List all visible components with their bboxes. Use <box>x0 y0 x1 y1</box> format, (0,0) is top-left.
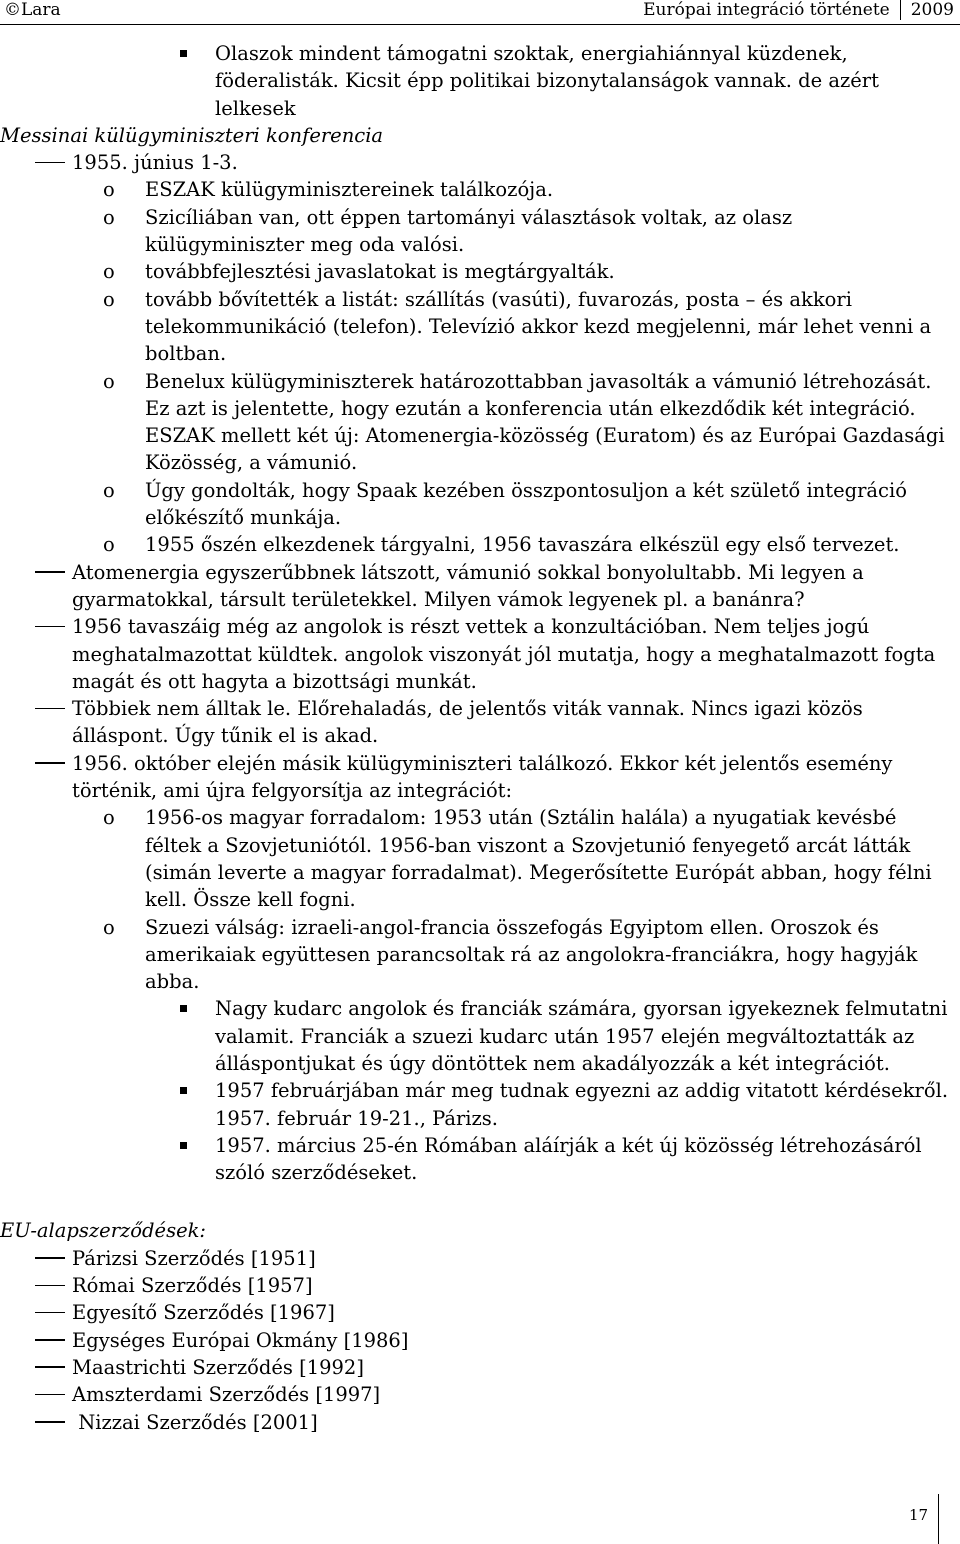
dash-text: 1956 tavaszáig még az angolok is részt vettek a konzultációban. Nem teljes jogú meghatalmazottat küldtek. angolok viszonyát jól mutatja, hogy a meghatalmazott fogta magát és ott hagyta a bizottsági munkát. <box>72 615 936 693</box>
list-item <box>0 176 956 203</box>
list-item <box>0 258 956 285</box>
list-item <box>0 531 956 558</box>
treaty-item <box>0 1381 956 1408</box>
event-text: Szuezi válság: izraeli-angol-francia összefogás Egyiptom ellen. Oroszok és amerikaiak együttesen parancsoltak rá az angolokra-franciákra, hogy hagyják abba. <box>145 915 918 994</box>
header-title-block <box>643 0 954 20</box>
dash-bullet-icon <box>35 1299 65 1326</box>
list-item <box>0 1077 956 1132</box>
treaty-item <box>0 1245 956 1272</box>
treaty-item <box>0 1354 956 1381</box>
treaty-text: Nizzai Szerződés [2001] <box>72 1410 318 1434</box>
event-text: 1956-os magyar forradalom: 1953 után (Sztálin halála) a nyugatiak kevésbé féltek a Szovjetuniótól. 1956-ban viszont a Szovjetunió fenyegető arcát látták (simán leverte a magyar forradalmat). Megerősítette Európát abban, hogy félni kell. Össze kell fogni. <box>145 806 932 912</box>
footer-divider <box>938 1494 939 1544</box>
treaty-item <box>0 1299 956 1326</box>
list-item <box>0 40 956 122</box>
circle-bullet-icon: o <box>103 178 115 202</box>
page-number: 17 <box>909 1506 929 1524</box>
dash-bullet-icon <box>35 1245 65 1272</box>
dash-text: Atomenergia egyszerűbbnek látszott, vámunió sokkal bonyolultabb. Mi legyen a gyarmatokkal, társult területekkel. Milyen vámok legyenek pl. a banánra? <box>72 560 864 611</box>
dash-bullet-icon <box>35 1354 65 1381</box>
list-item <box>0 286 956 368</box>
section-heading-treaties: EU-alapszerződések: <box>0 1219 206 1243</box>
point-text: Benelux külügyminiszterek határozottabban javasolták a vámunió létrehozását. Ez azt is jelentette, hogy ezután a konferencia után elkezdődik két integráció. ESZAK mellett két új: Atomenergia-közösség (Euratom) és az Európai Gazdasági Közösség, a vámunió. <box>145 369 945 475</box>
point-text: tovább bővítették a listát: szállítás (vasúti), fuvarozás, posta – és akkori telekommunikáció (telefon). Televízió akkor kezd megjelenni, már lehet venni a boltban. <box>145 287 932 366</box>
list-item <box>0 204 956 259</box>
circle-bullet-icon: o <box>103 478 115 502</box>
treaty-text: Maastrichti Szerződés [1992] <box>72 1355 364 1379</box>
square-bullet-icon <box>180 1132 187 1159</box>
list-item <box>0 695 956 750</box>
circle-bullet-icon: o <box>103 205 115 229</box>
circle-bullet-icon: o <box>103 287 115 311</box>
treaty-item <box>0 1327 956 1354</box>
dash-bullet-icon <box>35 1327 65 1354</box>
point-text: 1955 őszén elkezdenek tárgyalni, 1956 tavaszára elkészül egy első tervezet. <box>145 533 900 557</box>
treaty-item <box>0 1272 956 1299</box>
circle-bullet-icon: o <box>103 806 115 830</box>
list-item <box>0 477 956 532</box>
list-item <box>0 914 956 996</box>
dash-bullet-icon <box>35 613 65 640</box>
copyright-author: ©Lara <box>4 0 61 20</box>
list-item <box>0 750 956 805</box>
date-text: 1955. június 1-3. <box>72 151 238 175</box>
document-title: Európai integráció története <box>643 0 890 20</box>
dash-bullet-icon <box>35 149 65 176</box>
treaty-text: Amszterdami Szerződés [1997] <box>72 1383 381 1407</box>
treaty-text: Egyesítő Szerződés [1967] <box>72 1301 335 1325</box>
dash-bullet-icon <box>35 750 65 777</box>
header-year: 2009 <box>900 0 954 20</box>
square-bullet-icon <box>180 40 187 67</box>
list-item <box>0 368 956 477</box>
dash-bullet-icon <box>35 1409 65 1436</box>
page-content <box>0 40 956 1436</box>
square-bullet-icon <box>180 1077 187 1104</box>
dash-bullet-icon <box>35 695 65 722</box>
dash-bullet-icon <box>35 1381 65 1408</box>
subpoint-text: Nagy kudarc angolok és franciák számára, gyorsan igyekeznek felmutatni valamit. Franciák a szuezi kudarc után 1957 elején megváltoztatták az álláspontjukat és úgy döntöttek nem akadályozzák a két integrációt. <box>215 997 948 1075</box>
point-text: Úgy gondolták, hogy Spaak kezében összpontosuljon a két születő integráció előkészítő munkája. <box>145 478 907 530</box>
top-bullet-text: Olaszok mindent támogatni szoktak, energiahiánnyal küzdenek, föderalisták. Kicsit épp politikai bizonytalanságok vannak. de azért lelkesek <box>215 42 879 120</box>
treaty-text: Római Szerződés [1957] <box>72 1274 313 1298</box>
list-item <box>0 995 956 1077</box>
treaty-item <box>0 1409 956 1436</box>
treaty-text: Párizsi Szerződés [1951] <box>72 1246 316 1270</box>
circle-bullet-icon: o <box>103 369 115 393</box>
square-bullet-icon <box>180 995 187 1022</box>
circle-bullet-icon: o <box>103 260 115 284</box>
list-item <box>0 559 956 614</box>
dash-text: Többiek nem álltak le. Előrehaladás, de jelentős viták vannak. Nincs igazi közös álláspont. Úgy tűnik el is akad. <box>72 697 863 748</box>
dash-bullet-icon <box>35 559 65 586</box>
list-item <box>0 613 956 695</box>
point-text: Szicíliában van, ott éppen tartományi választások voltak, az olasz külügyminiszter meg oda valósi. <box>145 205 793 257</box>
spacer <box>0 1186 956 1217</box>
list-item <box>0 804 956 913</box>
section-heading-messina: Messinai külügyminiszteri konferencia <box>0 123 384 147</box>
subpoint-text: 1957 februárjában már meg tudnak egyezni az addig vitatott kérdésekről. 1957. február 19-21., Párizs. <box>215 1079 949 1130</box>
point-text: továbbfejlesztési javaslatokat is megtárgyalták. <box>145 260 615 284</box>
circle-bullet-icon: o <box>103 533 115 557</box>
treaty-text: Egységes Európai Okmány [1986] <box>72 1328 409 1352</box>
dash-bullet-icon <box>35 1272 65 1299</box>
dash-text: 1956. október elején másik külügyminiszteri találkozó. Ekkor két jelentős esemény történik, ami újra felgyorsítja az integrációt: <box>72 751 893 803</box>
point-text: ESZAK külügyminisztereinek találkozója. <box>145 178 554 202</box>
subpoint-text: 1957. március 25-én Rómában aláírják a két új közösség létrehozásáról szóló szerződéseket. <box>215 1133 922 1185</box>
circle-bullet-icon: o <box>103 915 115 939</box>
page-header <box>0 0 960 25</box>
list-item <box>0 1132 956 1187</box>
list-item <box>0 149 956 176</box>
